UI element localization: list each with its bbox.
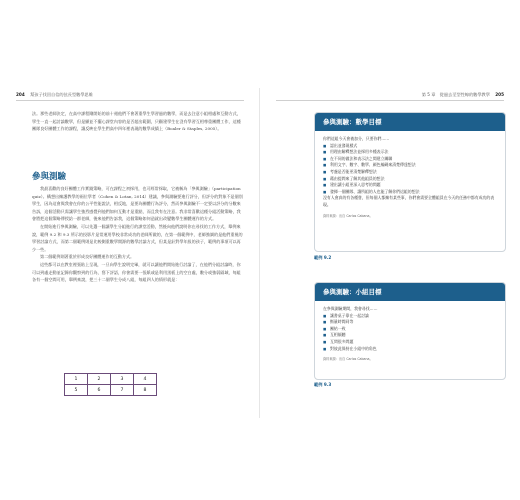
group-goals-list bbox=[323, 313, 497, 353]
grid-row bbox=[65, 385, 157, 396]
grid-cell: 7 bbox=[111, 385, 134, 396]
list-item: ■ 用理由解釋想法並採用多種表示法 bbox=[323, 149, 497, 156]
figure-label-9-3: 範例 9.3 bbox=[314, 382, 332, 387]
grid-cell: 6 bbox=[88, 385, 111, 396]
left-header-rule bbox=[16, 100, 244, 101]
list-item: ■ 認出並發現樣式 bbox=[323, 143, 497, 150]
group-goals-card bbox=[314, 282, 506, 380]
list-item: ■ 考慮是否能更清楚解釋想法 bbox=[323, 169, 497, 176]
math-goals-source: 資料來源：出自 Carlos Cabana。 bbox=[323, 213, 373, 218]
grid-cell: 3 bbox=[111, 374, 134, 385]
math-goals-body bbox=[315, 131, 505, 223]
group-goals-source: 資料來源：出自 Carlos Cabana。 bbox=[323, 357, 373, 362]
list-item: ■ 在不同的做法和表示法之間建立關聯 bbox=[323, 156, 497, 163]
right-running-header bbox=[422, 92, 504, 98]
list-item: ■ 讓書桌子靠在一起討論 bbox=[323, 313, 497, 320]
body-paragraph-1: 我最喜歡的良好團體工作實踐策略，可在課程之初採用，也可經常採取，它被稱為「參與測驗」（participation quiz）。構想出擁護教學的兩位學者（Cohen & Lotan, 2014）建議，參與測驗要進行評分，但評分的對象不是個別學生，因為這會與我會在你的公平性能說法，相反地，是要為團體行為評分，然而參與測驗不一定要以評分的分數來告訴，這個活動只需讓學生強烈感覺到他們如何互動才是重點，而且我有在注意。我非常喜歡這種分組活動策略，我會將把這個策略傳授給一群老師，後來他們告訴我，這個策略如何造就出改變數學生團體運作的方式。 bbox=[32, 186, 243, 222]
group-goals-title: 參與測驗：小組目標 bbox=[315, 283, 505, 301]
math-goals-list bbox=[323, 143, 497, 196]
list-item: ■ 互相傾聽 bbox=[323, 332, 497, 339]
right-page-number: 205 bbox=[495, 92, 504, 97]
right-chapter-title: 第 5 章 從過去至型性線的數學教學 bbox=[421, 92, 490, 97]
group-goals-body bbox=[315, 301, 505, 367]
list-item: ■ 互問很多問題 bbox=[323, 339, 497, 346]
list-item: ■ 建出讓小組更深入思考的問題 bbox=[323, 182, 497, 189]
right-page bbox=[260, 0, 520, 500]
left-running-header bbox=[16, 92, 93, 98]
body-paragraph-4: 這些都可以在教室裡張貼上呈現，一旦向學生說明完畢，就可以讓他們開始進行討論了，在他們分組討論時，你可以到處走動並記錄你觀察到的行為，寫下評語，你會需要一張紙或是利用黑板上的空白處，數分或強弱隔域，每組各有一個空間可用，舉例來說，把三十二個學生分成八組，每組四人的情形就是： bbox=[32, 261, 241, 283]
body-paragraph-3: 第二個範例則著重於形成良好團體運作的互動方式。 bbox=[40, 254, 135, 260]
math-goals-lead: 你們這組今天會被加分，只要你們…… bbox=[323, 136, 390, 141]
intro-text bbox=[32, 110, 244, 133]
math-goals-title: 參與測驗：數學目標 bbox=[315, 113, 505, 131]
math-goals-note: 沒有人會真的有各種嘗，但每個人都擁有某些事，你們會需要全體組員在今天的任務中都有成功的表現。 bbox=[323, 195, 495, 207]
grid-row bbox=[65, 374, 157, 385]
grid-cell: 4 bbox=[134, 374, 157, 385]
body-paragraph-2: 在開始進行參與測驗，可以先選一個讓學生分組進行的課堂活動，然後向他們說明你在尋找的工作方式，舉例來說，範例 9.2 和 9.3 所示的投影片是常運用學校非常成功的老師所做的，在第一個範例中，老師強調的是他們重視的學習討論方式，而第二個範例則是比較側重數學開源的數學討論方式，但某是針對學年級的孩子，範例的事項可以再少一些。 bbox=[32, 223, 243, 252]
list-item: ■ 團結一致 bbox=[323, 326, 497, 333]
left-book-title: 幫孩子找回自信的弦長型數學思維 bbox=[30, 92, 93, 97]
list-item: ■ 藉由提問來了解其他組員的想法 bbox=[323, 176, 497, 183]
list-item: ■ 利用文字、數字、數學、颜色編碼來清楚傳達想法 bbox=[323, 162, 497, 169]
grid-cell: 1 bbox=[65, 374, 88, 385]
section-body bbox=[32, 185, 244, 284]
list-item: ■ 衡量時間同等 bbox=[323, 319, 497, 326]
section-title: 參與測驗 bbox=[32, 172, 67, 182]
grid-cell: 2 bbox=[88, 374, 111, 385]
figure-label-9-2: 範例 9.2 bbox=[314, 255, 332, 260]
group-number-grid bbox=[64, 373, 157, 396]
intro-paragraph: 法。那些老師決定，在高中課程剛開始的前十週他們不會著重學生學習過的數學，而是去注意小組相處和互動方式，學生一直一起討論數學，但是顯並不擺心課堂內容的是否超出範圍，只顧建學生在沒有學習互相尊重團體工作，這種團隊良好團體工作的課程，讓反映在學生們高中四年裡表現的數學成績上（Boaler & Staples, 2005）。 bbox=[32, 111, 241, 132]
right-header-rule bbox=[276, 100, 504, 101]
list-item: ■ 對彼此保持在小組中的角色 bbox=[323, 346, 497, 353]
list-item: ■ 發揮一個團隊、讓所組的人也能了解你們這組的想法 bbox=[323, 189, 497, 196]
left-page-number: 204 bbox=[16, 92, 25, 97]
group-goals-lead: 在參與測驗期間，我會尋找…… bbox=[323, 306, 378, 311]
grid-cell: 8 bbox=[134, 385, 157, 396]
math-goals-card bbox=[314, 112, 506, 252]
grid-cell: 5 bbox=[65, 385, 88, 396]
